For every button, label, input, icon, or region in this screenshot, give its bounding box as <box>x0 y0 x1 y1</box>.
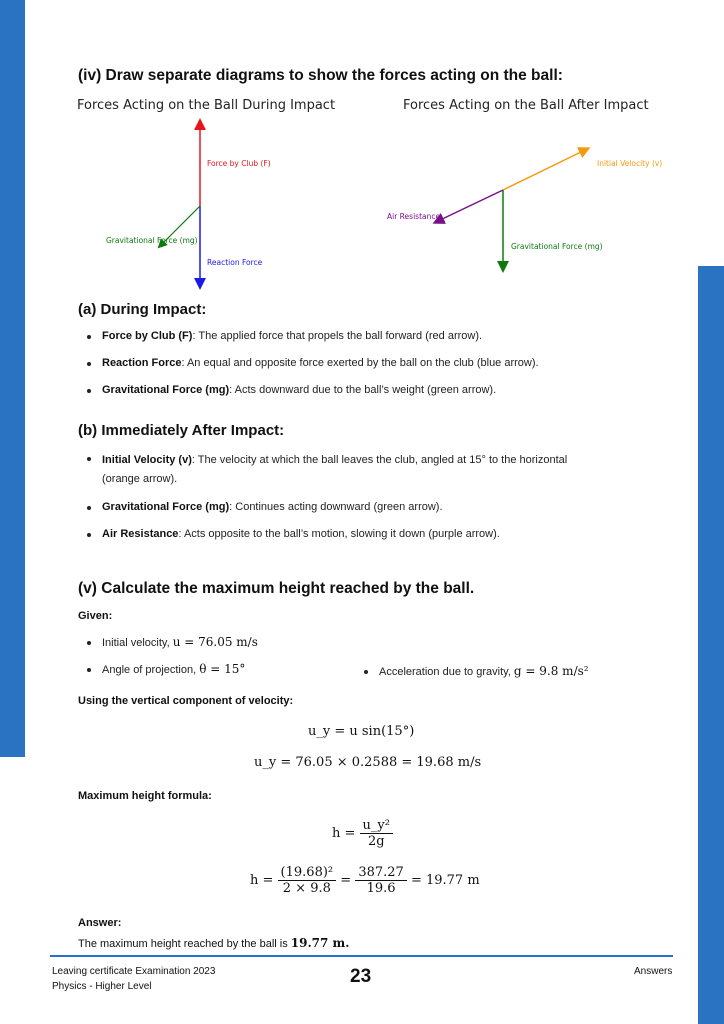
given-list-right <box>355 664 645 680</box>
part-b-heading: (b) Immediately After Impact: <box>78 422 285 439</box>
equation-max-height-calc: h = $\frac{\text{(19.68)²}}{2 \times 9.8}$ = $\frac{387.27}{19.6}$ = 19.77 m <box>250 865 480 896</box>
diagram-during-title: Forces Acting on the Ball During Impact <box>77 98 336 113</box>
label-gravity-during: Gravitational Force (mg) <box>106 236 198 245</box>
footer-section: Answers <box>634 966 673 977</box>
given-list-left <box>78 635 378 678</box>
velocity-arrow <box>503 150 585 190</box>
air-resistance-arrow <box>438 190 503 221</box>
list-item: Reaction Force: An equal and opposite force exerted by the ball on the club (blue arrow). <box>78 356 638 371</box>
forces-during-impact-diagram <box>0 0 724 300</box>
label-reaction: Reaction Force <box>207 258 263 267</box>
list-item: Initial velocity, u = 76.05 m/s <box>78 635 378 651</box>
equation-uy-value: u_y = 76.05 × 0.2588 = 19.68 m/s <box>254 755 482 770</box>
part-b-list <box>78 451 638 542</box>
diagram-after-title: Forces Acting on the Ball After Impact <box>403 98 649 113</box>
answer-label: Answer: <box>78 917 122 929</box>
vertical-component-label: Using the vertical component of velocity: <box>78 695 294 707</box>
label-velocity: Initial Velocity (v) <box>597 159 663 168</box>
list-item: Angle of projection, θ = 15° <box>78 662 378 678</box>
list-item: Gravitational Force (mg): Continues acting downward (green arrow). <box>78 500 638 515</box>
given-label: Given: <box>78 610 113 622</box>
list-item: Gravitational Force (mg): Acts downward due to the ball’s weight (green arrow). <box>78 383 638 398</box>
footer-exam-title: Leaving certificate Examination 2023 <box>52 966 216 977</box>
formula-label: Maximum height formula: <box>78 790 212 802</box>
list-item: Air Resistance: Acts opposite to the ball’s motion, slowing it down (purple arrow). <box>78 527 638 542</box>
label-force-club: Force by Club (F) <box>207 159 271 168</box>
list-item: Force by Club (F): The applied force that propels the ball forward (red arrow). <box>78 329 638 344</box>
footer-divider <box>50 955 673 957</box>
list-item: Initial Velocity (v): The velocity at which the ball leaves the club, angled at 15° to the horizontal (orange arrow). <box>78 451 638 489</box>
footer-subject: Physics - Higher Level <box>52 981 152 992</box>
label-air-resistance: Air Resistance <box>387 212 441 221</box>
section-iv-heading: (iv) Draw separate diagrams to show the forces acting on the ball: <box>78 67 563 84</box>
label-gravity-after: Gravitational Force (mg) <box>511 242 603 251</box>
part-a-list <box>78 329 638 398</box>
section-v-heading: (v) Calculate the maximum height reached by the ball. <box>78 580 475 597</box>
right-accent-bar <box>698 266 724 1024</box>
page-number: 23 <box>350 966 372 987</box>
list-item: Acceleration due to gravity, g = 9.8 m/s² <box>355 664 645 680</box>
part-a-heading: (a) During Impact: <box>78 301 207 318</box>
equation-max-height-formula: h = $\frac{\text{u\_y²}}{2g}$ <box>332 818 393 849</box>
answer-text: The maximum height reached by the ball is 19.77 m. <box>78 936 350 950</box>
equation-uy-definition: u_y = u sin(15°) <box>308 724 415 739</box>
